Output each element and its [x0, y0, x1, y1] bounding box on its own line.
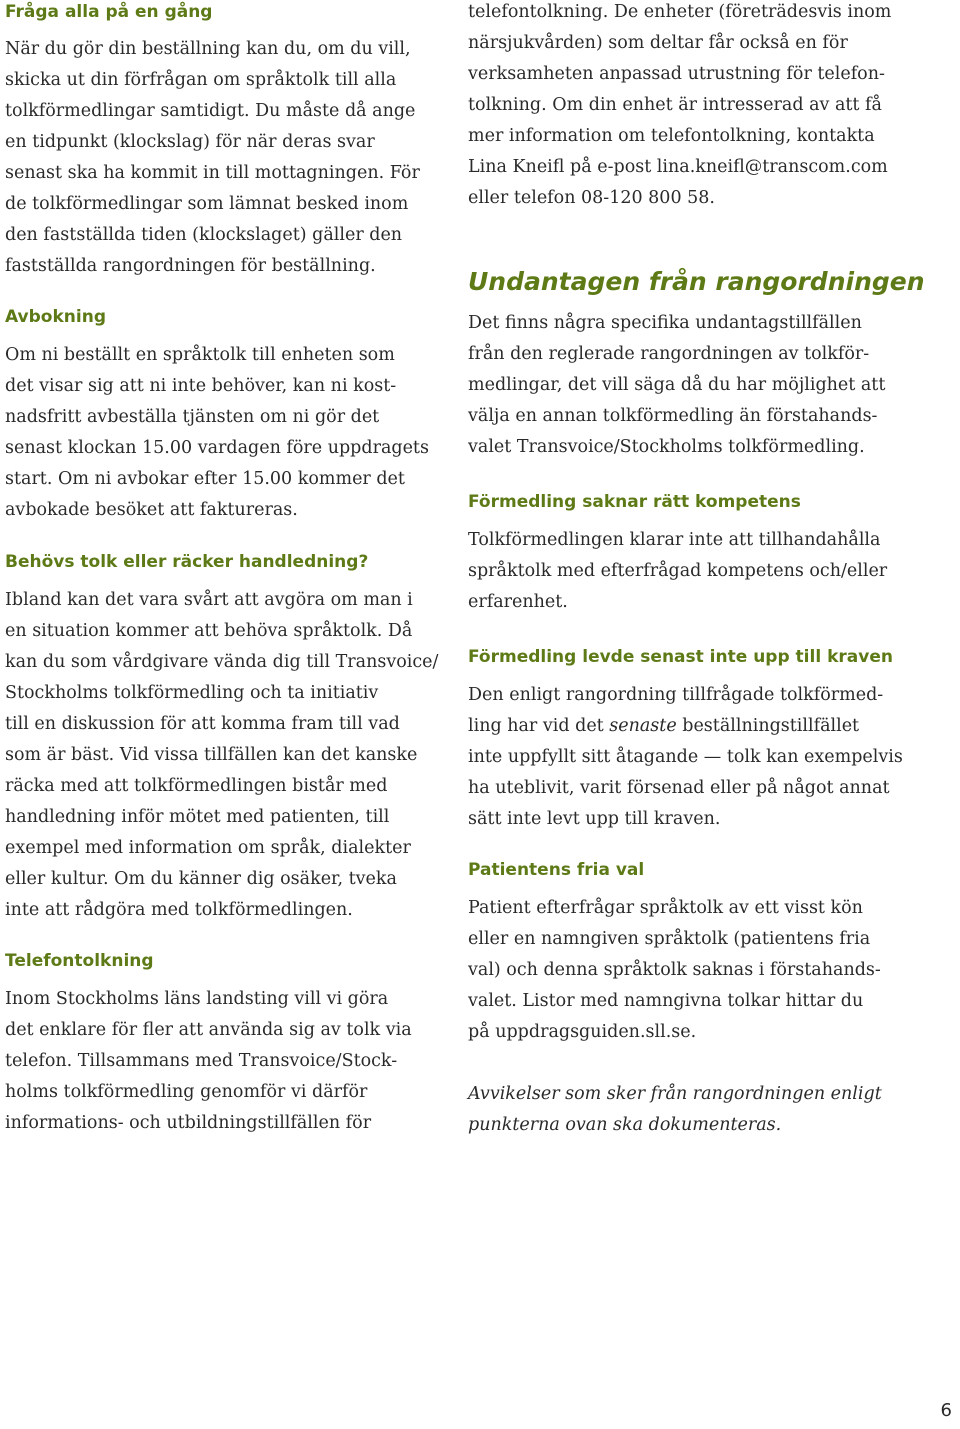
paragraph-patientens-fria-val: Patient efterfrågar språktolk av ett visst kön eller en namngiven språktolk (patientens fria val) och denna språktolk saknas i förstahands- valet. Listor med namngivna tolkar hittar du på uppdragsguiden.sll.se. — [468, 898, 881, 1042]
paragraph-fraga-alla: När du gör din beställning kan du, om du vill, skicka ut din förfrågan om språktolk till alla tolkförmedlingar samtidigt. Du måste då ange en tidpunkt (klockslag) för när deras svar senast ska ha kommit in till mottagningen. För de tolkförmedlingar som lämnat besked inom den fastställda tiden (klockslaget) gäller den fastställda rangordningen för beställning. — [5, 39, 420, 276]
heading-behovs-tolk: Behövs tolk eller räcker handledning? — [5, 552, 369, 572]
heading-telefontolkning: Telefontolkning — [5, 951, 154, 971]
paragraph-saknar-kompetens: Tolkförmedlingen klarar inte att tillhandahålla språktolk med efterfrågad kompetens och/eller erfarenhet. — [468, 530, 888, 612]
text-after-emphasis: beställningstillfället inte uppfyllt sitt åtagande — tolk kan exempelvis ha uteblivit, varit försenad eller på något annat sätt inte levt upp till kraven. — [468, 716, 903, 829]
paragraph-telefontolkning-continued: telefontolkning. De enheter (företrädesvis inom närsjukvården) som deltar får också en för verksamheten anpassad utrustning för telefon- tolkning. Om din enhet är intresserad av att få mer information om telefontolkning, kontakta Lina Kneifl på e-post lina.kneifl@transcom.com eller telefon 08-120 800 58. — [468, 2, 892, 208]
paragraph-telefontolkning: Inom Stockholms läns landsting vill vi göra det enklare för fler att använda sig av tolk via telefon. Tillsammans med Transvoice/Stock- holms tolkförmedling genomför vi därför informations- och utbildningstillfällen för — [5, 989, 412, 1133]
paragraph-avbokning: Om ni beställt en språktolk till enheten som det visar sig att ni inte behöver, kan ni kost- nadsfritt avbeställa tjänsten om ni gör det senast klockan 15.00 vardagen före uppdragets start. Om ni avbokar efter 15.00 kommer det avbokade besöket att faktureras. — [5, 345, 429, 520]
heading-undantagen: Undantagen från rangordningen — [468, 267, 925, 296]
closing-note: Avvikelser som sker från rangordningen enligt punkterna ovan ska dokumenteras. — [468, 1084, 882, 1135]
paragraph-undantagen: Det finns några specifika undantagstillfällen från den reglerade rangordningen av tolkför- medlingar, det vill säga då du har möjlighet att välja en annan tolkförmedling än förstahands- valet Transvoice/Stockholms tolkförmedling. — [468, 313, 886, 457]
heading-fraga-alla: Fråga alla på en gång — [5, 2, 213, 22]
heading-avbokning: Avbokning — [5, 307, 106, 327]
heading-saknar-kompetens: Förmedling saknar rätt kompetens — [468, 492, 801, 512]
text-before-emphasis: Den enligt rangordning tillfrågade tolkförmed- ling har vid det — [468, 685, 884, 736]
page-number: 6 — [940, 1400, 952, 1421]
heading-levde-inte-upp: Förmedling levde senast inte upp till kraven — [468, 647, 893, 667]
emphasis-senaste: senaste — [609, 716, 677, 736]
heading-patientens-fria-val: Patientens fria val — [468, 860, 645, 880]
paragraph-levde-inte-upp — [468, 680, 903, 835]
paragraph-behovs-tolk: Ibland kan det vara svårt att avgöra om man i en situation kommer att behöva språktolk. Då kan du som vårdgivare vända dig till Transvoice/ Stockholms tolkförmedling och ta initiativ till en diskussion för att komma fram till vad som är bäst. Vid vissa tillfällen kan det kanske räcka med att tolkförmedlingen bistår med handledning inför mötet med patienten, till exempel med information om språk, dialekter eller kultur. Om du känner dig osäker, tveka inte att rådgöra med tolkförmedlingen. — [5, 590, 439, 920]
